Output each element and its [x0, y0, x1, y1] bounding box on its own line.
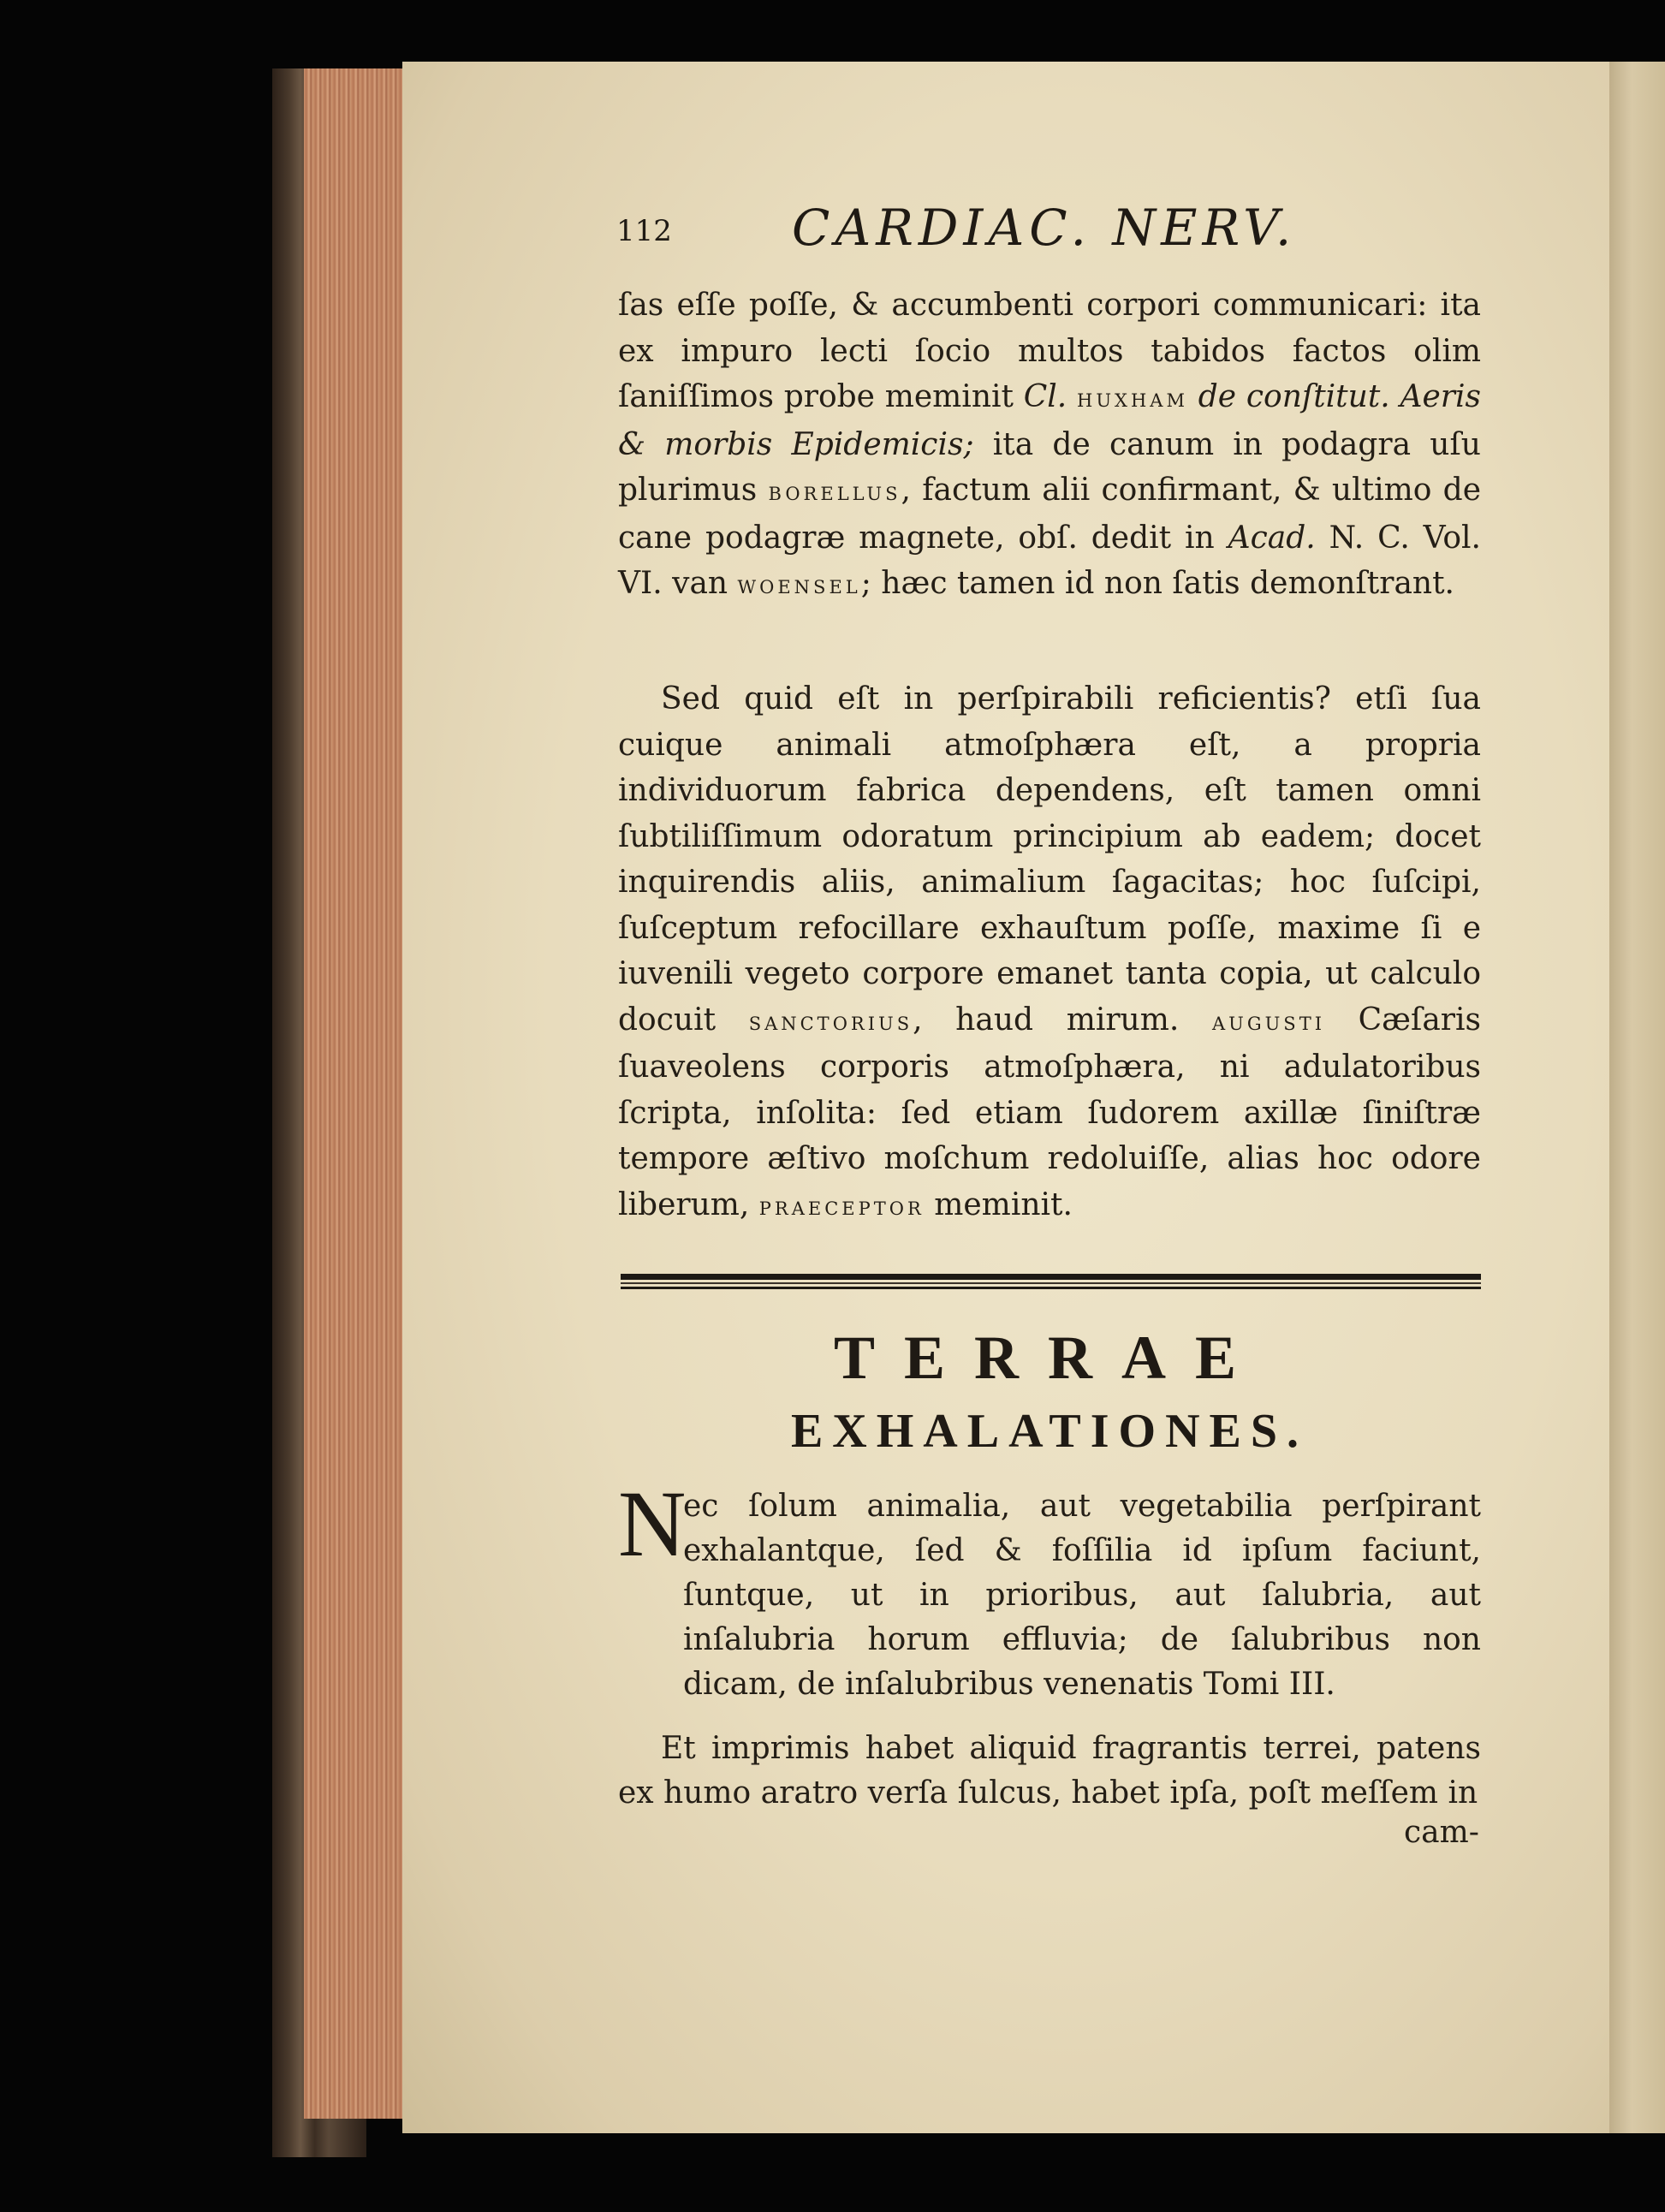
paragraph-4: Et imprimis habet aliquid fragrantis terrei, patens ex humo aratro verſa ſulcus, habet ipſa, poſt meſſem in [618, 1731, 1481, 1811]
section-divider-rule [621, 1274, 1481, 1289]
running-head: CARDIAC. NERV. [792, 199, 1297, 257]
paragraph-3: ec ſolum animalia, aut vegetabilia perſpirant exhalantque, ſed & foſſilia id ipſum faciunt, ſuntque, ut in prioribus, aut ſalubria, aut inſalubria horum effluvia; de ſalubribus non dicam, de inſalubribus venenatis Tomi III. [683, 1489, 1481, 1702]
page-edges [304, 68, 411, 2119]
catchword: cam- [1404, 1815, 1479, 1850]
paragraph-2: Sed quid eſt in perſpirabili reficientis? etſi ſua cuique animali atmoſphæra eſt, a propria individuorum fabrica dependens, eſt tamen omni ſubtiliſſimum odoratum principium ab eadem; docet inquirendis aliis, animalium ſagacitas; hoc ſuſcipi, ſuſceptum refocillare exhauſtum poſſe, maxime ſi e iuvenili vegeto corpore emanet tanta copia, ut calculo docuit sanctorius, haud mirum. augusti Cæſaris ſuaveolens corporis atmoſphæra, ni adulatoribus ſcripta, inſolita: ſed etiam ſudorem axillæ ſiniſtræ tempore æſtivo moſchum redoluiſſe, alias hoc odore liberum, praeceptor meminit. [618, 681, 1482, 1222]
facing-page-edge [1609, 62, 1665, 2133]
page-number: 112 [616, 214, 672, 248]
section-title-line2: EXHALATIONES. [790, 1405, 1309, 1458]
drop-cap: N [618, 1472, 687, 1576]
paragraph-1: ſas eſſe poſſe, & accumbenti corpori communicari: ita ex impuro lecti ſocio multos tabidos factos olim ſaniſſimos probe meminit Cl. huxham de conſtitut. Aeris & morbis Epidemicis; ita de canum in podagra uſu plurimus borellus, factum alii confirmant, & ultimo de cane podagræ magnete, obſ. dedit in Acad. N. C. Vol. VI. van woensel; hæc tamen id non ſatis demonſtrant. [618, 288, 1481, 601]
section-title-line1: TERRAE [833, 1323, 1266, 1392]
